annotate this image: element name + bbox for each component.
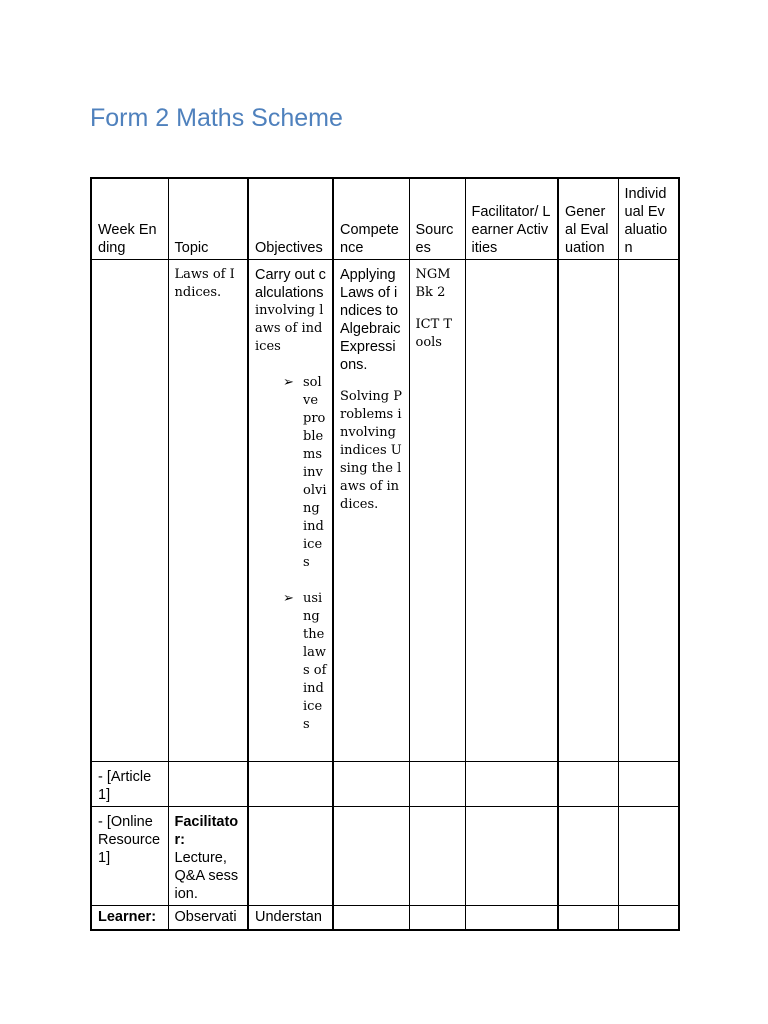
competence-cell [333, 260, 409, 762]
competence-text-secondary: Solving Problems involving indices Using the laws of indices. [340, 389, 402, 512]
general-evaluation-cell [558, 260, 618, 762]
header-individual-evaluation: Individual Evaluation [618, 178, 679, 260]
sources-cell [409, 807, 465, 906]
individual-evaluation-cell [618, 906, 679, 930]
objectives-cell [248, 260, 333, 762]
table-row [91, 906, 679, 930]
activities-cell [465, 807, 558, 906]
scheme-table [90, 177, 680, 931]
header-row [91, 178, 679, 260]
objectives-bullet-list [255, 374, 326, 734]
table-row [91, 762, 679, 807]
facilitator-text: Lecture, Q&A session. [174, 850, 239, 902]
table-row [91, 260, 679, 762]
week-ending-cell [91, 260, 168, 762]
competence-cell [333, 762, 409, 807]
individual-evaluation-cell [618, 807, 679, 906]
objectives-cell [248, 762, 333, 807]
topic-cell: Observati [168, 906, 248, 930]
sources-text-secondary: ICT Tools [415, 317, 453, 350]
header-week-ending: Week Ending [91, 178, 168, 260]
week-ending-cell: Learner: [91, 906, 168, 930]
sources-text: NGM Bk 2 [415, 267, 451, 300]
bullet-text: solve problems involving indices [303, 375, 327, 570]
arrow-bullet-icon: ➢ [283, 375, 294, 390]
activities-cell [465, 762, 558, 807]
individual-evaluation-cell [618, 762, 679, 807]
sources-cell [409, 762, 465, 807]
page-title: Form 2 Maths Scheme [90, 104, 343, 132]
objectives-intro: Carry out calculations [255, 267, 326, 301]
general-evaluation-cell [558, 807, 618, 906]
facilitator-label: Facilitator: [174, 814, 239, 848]
objectives-intro-continued: involving laws of indices [255, 303, 324, 354]
topic-cell [168, 807, 248, 906]
header-activities: Facilitator/ Learner Activities [465, 178, 558, 260]
activities-cell [465, 906, 558, 930]
competence-cell [333, 906, 409, 930]
general-evaluation-cell [558, 906, 618, 930]
objectives-cell [248, 807, 333, 906]
sources-cell [409, 906, 465, 930]
competence-text: Applying Laws of indices to Algebraic Expressions. [340, 267, 401, 373]
header-objectives: Objectives [248, 178, 333, 260]
header-competence: Competence [333, 178, 409, 260]
objectives-cell: Understan [248, 906, 333, 930]
individual-evaluation-cell [618, 260, 679, 762]
list-item [255, 374, 326, 572]
topic-cell: Laws of Indices. [168, 260, 248, 762]
competence-cell [333, 807, 409, 906]
general-evaluation-cell [558, 762, 618, 807]
header-topic: Topic [168, 178, 248, 260]
list-item [255, 590, 326, 734]
header-general-evaluation: General Evaluation [558, 178, 618, 260]
topic-cell [168, 762, 248, 807]
activities-cell [465, 260, 558, 762]
week-ending-cell: - [Article 1] [91, 762, 168, 807]
week-ending-cell: - [Online Resource 1] [91, 807, 168, 906]
sources-cell [409, 260, 465, 762]
arrow-bullet-icon: ➢ [283, 591, 294, 606]
bullet-text: using the laws of indices [303, 591, 327, 732]
header-sources: Sources [409, 178, 465, 260]
table-row [91, 807, 679, 906]
